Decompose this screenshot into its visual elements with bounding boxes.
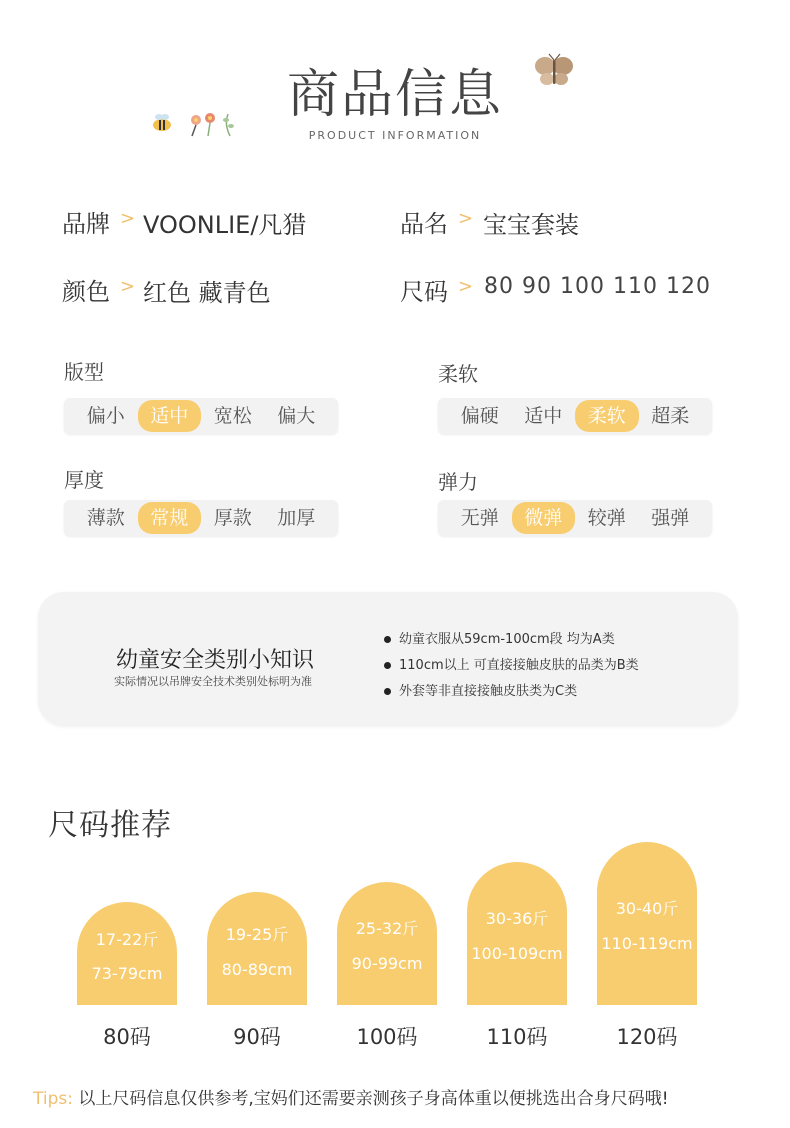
size-code-label: 80码 — [103, 1025, 151, 1049]
size-arch-120 — [597, 842, 697, 1005]
softness-option[interactable]: 偏硬 — [460, 405, 499, 427]
size-code-label: 90码 — [233, 1025, 281, 1049]
attr-title-thickness: 厚度 — [64, 468, 104, 492]
size-arch-100 — [337, 882, 437, 1005]
name-arrow-icon: > — [458, 208, 474, 229]
height-range: 110-119cm — [601, 934, 693, 953]
elasticity-option[interactable]: 较弹 — [587, 507, 626, 529]
color-arrow-icon: > — [120, 276, 136, 297]
size-arrow-icon: > — [458, 276, 474, 297]
softness-option[interactable]: 适中 — [524, 405, 563, 427]
tips-text: 以上尺码信息仅供参考,宝妈们还需要亲测孩子身高体重以便挑选出合身尺码哦! — [78, 1089, 669, 1109]
weight-range: 30-40斤 — [615, 899, 679, 918]
fit-option[interactable]: 偏小 — [86, 405, 125, 427]
thickness-option-selected[interactable]: 常规 — [138, 502, 202, 534]
color-value: 红色 藏青色 — [143, 279, 271, 307]
thickness-option[interactable]: 厚款 — [213, 507, 252, 529]
brand-value: VOONLIE/凡猎 — [143, 211, 307, 239]
attr-title-elasticity: 弹力 — [438, 470, 478, 494]
softness-option-selected[interactable]: 柔软 — [575, 400, 639, 432]
height-range: 90-99cm — [351, 954, 423, 973]
fit-option[interactable]: 宽松 — [213, 405, 252, 427]
weight-range: 19-25斤 — [225, 925, 289, 944]
height-range: 73-79cm — [91, 964, 163, 983]
size-arch-90 — [207, 892, 307, 1005]
brand-label: 品牌 — [62, 210, 110, 238]
safety-title: 幼童安全类别小知识 — [116, 648, 315, 673]
tips-line — [33, 1084, 669, 1109]
thickness-option[interactable]: 薄款 — [86, 507, 125, 529]
page-title: 商品信息 — [286, 65, 503, 125]
safety-bullet: 外套等非直接接触皮肤类为C类 — [384, 680, 577, 699]
color-label: 颜色 — [62, 278, 110, 306]
size-code-label: 100码 — [356, 1025, 418, 1049]
size-value: 80 90 100 110 120 — [484, 274, 711, 299]
size-code-label: 120码 — [616, 1025, 678, 1049]
safety-subtitle: 实际情况以吊牌安全技术类别处标明为准 — [114, 675, 312, 688]
height-range: 100-109cm — [471, 944, 563, 963]
brand-arrow-icon: > — [120, 208, 136, 229]
product-name-value: 宝宝套装 — [483, 211, 579, 239]
safety-bullet: 110cm以上 可直接接触皮肤的品类为B类 — [384, 654, 639, 673]
weight-range: 25-32斤 — [355, 919, 419, 938]
size-recommend-title: 尺码推荐 — [48, 808, 172, 843]
size-arch-80 — [77, 902, 177, 1005]
safety-bullet: 幼童衣服从59cm-100cm段 均为A类 — [384, 628, 615, 647]
softness-option[interactable]: 超柔 — [651, 405, 690, 427]
weight-range: 17-22斤 — [95, 930, 159, 949]
fit-option-selected[interactable]: 适中 — [138, 400, 202, 432]
product-name-label: 品名 — [400, 210, 448, 238]
attr-title-fit: 版型 — [64, 360, 104, 384]
elasticity-option[interactable]: 强弹 — [651, 507, 690, 529]
thickness-option[interactable]: 加厚 — [277, 507, 316, 529]
size-arch-110 — [467, 862, 567, 1005]
tips-key: Tips: — [33, 1089, 73, 1109]
height-range: 80-89cm — [221, 960, 293, 979]
attr-title-softness: 柔软 — [438, 362, 478, 386]
elasticity-option[interactable]: 无弹 — [460, 507, 499, 529]
weight-range: 30-36斤 — [485, 909, 549, 928]
size-label: 尺码 — [400, 278, 448, 306]
size-code-label: 110码 — [486, 1025, 548, 1049]
fit-option[interactable]: 偏大 — [277, 405, 316, 427]
elasticity-option-selected[interactable]: 微弹 — [512, 502, 576, 534]
page-subtitle: PRODUCT INFORMATION — [308, 129, 482, 142]
